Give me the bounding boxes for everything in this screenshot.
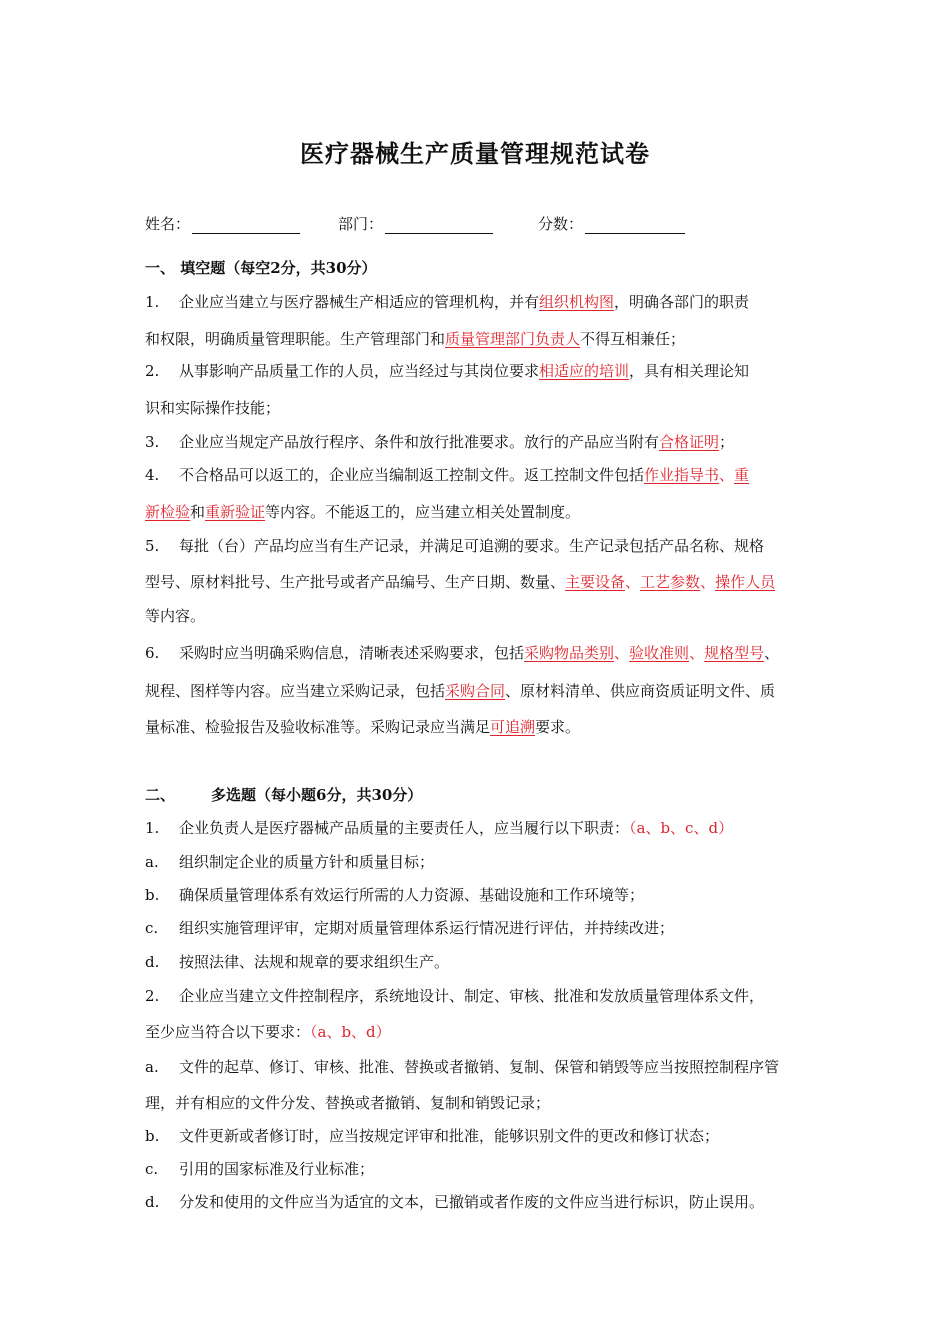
answer-blank: 工艺参数	[640, 573, 701, 591]
question-text: 规程、图样等内容。应当建立采购记录，包括	[145, 682, 446, 700]
question-text: 识和实际操作技能；	[145, 399, 281, 417]
question-text: 不得互相兼任；	[580, 330, 686, 348]
option-a	[145, 851, 434, 872]
question-text: 从事影响产品质量工作的人员，应当经过与其岗位要求	[179, 362, 540, 380]
option-c	[145, 1158, 374, 1179]
answer-key: （a、b、c、d）	[629, 819, 734, 837]
separator: 、	[614, 644, 630, 662]
answer-blank: 重新验证	[205, 503, 266, 521]
fill-q4-line2	[145, 501, 580, 522]
answer-blank: 采购合同	[445, 682, 506, 700]
question-text: 量标准、检验报告及验收标准等。采购记录应当满足	[145, 718, 491, 736]
mc-q2-stem-line1	[145, 985, 764, 1006]
question-text: 等内容。不能返工的，应当建立相关处置制度。	[265, 503, 581, 521]
question-text: 和权限，明确质量管理职能。生产管理部门和	[145, 330, 446, 348]
option-label: d.	[145, 953, 160, 971]
option-text: 引用的国家标准及行业标准；	[179, 1160, 375, 1178]
question-number: 1.	[145, 293, 160, 311]
mc-q2-stem-line2	[145, 1021, 391, 1042]
separator: 、	[689, 644, 705, 662]
answer-blank: 合格证明	[659, 433, 720, 451]
question-text: 不合格品可以返工的，企业应当编制返工控制文件。返工控制文件包括	[179, 466, 645, 484]
question-text: ，具有相关理论知	[629, 362, 750, 380]
question-number: 6.	[145, 644, 160, 662]
page-title: 医疗器械生产质量管理规范试卷	[300, 139, 650, 168]
option-text: 理，并有相应的文件分发、替换或者撤销、复制和销毁记录；	[145, 1094, 551, 1112]
dept-field[interactable]	[338, 213, 493, 234]
option-label: c.	[145, 919, 159, 937]
question-text: ；	[719, 433, 735, 451]
question-number: 5.	[145, 537, 160, 555]
option-c	[145, 917, 674, 938]
option-label: a.	[145, 1058, 159, 1076]
section1-heading: 一、 填空题（每空2分，共30分）	[145, 259, 377, 277]
option-text: 组织实施管理评审，定期对质量管理体系运行情况进行评估，并持续改进；	[179, 919, 675, 937]
option-label: a.	[145, 853, 159, 871]
separator: 、	[700, 573, 716, 591]
answer-blank: 重	[734, 466, 750, 484]
answer-blank: 主要设备	[565, 573, 626, 591]
answer-blank: 作业指导书	[644, 466, 720, 484]
fill-q2-line2	[145, 397, 280, 418]
section2-heading	[145, 784, 422, 805]
section2-number: 二、	[145, 786, 176, 804]
answer-blank: 采购物品类别	[524, 644, 615, 662]
question-number: 2.	[145, 362, 160, 380]
fill-q1-line1	[145, 291, 749, 312]
option-text: 组织制定企业的质量方针和质量目标；	[179, 853, 435, 871]
option-text: 分发和使用的文件应当为适宜的文本，已撤销或者作废的文件应当进行标识，防止误用。	[179, 1193, 765, 1211]
fill-q2-line1	[145, 360, 749, 381]
option-label: c.	[145, 1160, 159, 1178]
option-a	[145, 1056, 779, 1077]
name-label: 姓名：	[145, 215, 191, 233]
option-label: b.	[145, 1127, 160, 1145]
score-label: 分数：	[538, 215, 584, 233]
option-label: d.	[145, 1193, 160, 1211]
fill-q1-line2	[145, 328, 685, 349]
question-number: 4.	[145, 466, 160, 484]
question-text: 和	[190, 503, 206, 521]
fill-q5-line2	[145, 571, 775, 592]
fill-q6-line2	[145, 680, 775, 701]
option-text: 文件更新或者修订时，应当按规定评审和批准，能够识别文件的更改和修订状态；	[179, 1127, 720, 1145]
option-label: b.	[145, 886, 160, 904]
answer-blank: 操作人员	[715, 573, 776, 591]
score-blank[interactable]	[585, 217, 685, 234]
question-text: 企业应当规定产品放行程序、条件和放行批准要求。放行的产品应当附有	[179, 433, 660, 451]
option-a-continued	[145, 1092, 550, 1113]
fill-q6-line1	[145, 642, 779, 663]
answer-blank: 组织机构图	[539, 293, 615, 311]
dept-blank[interactable]	[385, 217, 493, 234]
question-text: ，明确各部门的职责	[614, 293, 750, 311]
fill-q5-line1	[145, 535, 764, 556]
mc-q1-stem	[145, 817, 733, 838]
name-blank[interactable]	[192, 217, 300, 234]
question-number: 2.	[145, 987, 160, 1005]
question-text: 每批（台）产品均应当有生产记录，并满足可追溯的要求。生产记录包括产品名称、规格	[179, 537, 765, 555]
answer-blank: 相适应的培训	[539, 362, 630, 380]
fill-q4-line1	[145, 464, 749, 485]
question-text: 采购时应当明确采购信息，清晰表述采购要求，包括	[179, 644, 525, 662]
option-b	[145, 884, 644, 905]
question-text: 型号、原材料批号、生产批号或者产品编号、生产日期、数量、	[145, 573, 566, 591]
separator: 、	[625, 573, 641, 591]
section2-title: 多选题（每小题6分，共30分）	[211, 786, 423, 804]
question-text: 至少应当符合以下要求：	[145, 1023, 311, 1041]
question-text: 要求。	[535, 718, 581, 736]
dept-label: 部门：	[338, 215, 384, 233]
answer-blank: 验收准则	[629, 644, 690, 662]
question-number: 3.	[145, 433, 160, 451]
question-text: 、原材料清单、供应商资质证明文件、质	[505, 682, 776, 700]
answer-blank: 规格型号	[704, 644, 765, 662]
option-text: 文件的起草、修订、审核、批准、替换或者撤销、复制、保管和销毁等应当按照控制程序管	[179, 1058, 780, 1076]
option-d	[145, 1191, 764, 1212]
option-b	[145, 1125, 719, 1146]
question-text: 企业应当建立与医疗器械生产相适应的管理机构，并有	[179, 293, 540, 311]
fill-q5-line3	[145, 605, 205, 626]
fill-q3-line1	[145, 431, 734, 452]
score-field[interactable]	[538, 213, 685, 234]
name-field[interactable]	[145, 213, 300, 234]
question-text: 企业负责人是医疗器械产品质量的主要责任人，应当履行以下职责：	[179, 819, 630, 837]
option-text: 按照法律、法规和规章的要求组织生产。	[179, 953, 450, 971]
answer-blank: 新检验	[145, 503, 191, 521]
answer-blank: 质量管理部门负责人	[445, 330, 581, 348]
fill-q6-line3	[145, 716, 580, 737]
separator: 、	[719, 466, 735, 484]
question-text: 等内容。	[145, 607, 206, 625]
answer-blank: 可追溯	[490, 718, 536, 736]
separator: 、	[764, 644, 780, 662]
option-text: 确保质量管理体系有效运行所需的人力资源、基础设施和工作环境等；	[179, 886, 645, 904]
option-d	[145, 951, 449, 972]
question-text: 企业应当建立文件控制程序，系统地设计、制定、审核、批准和发放质量管理体系文件，	[179, 987, 765, 1005]
answer-key: （a、b、d）	[310, 1023, 391, 1041]
question-number: 1.	[145, 819, 160, 837]
